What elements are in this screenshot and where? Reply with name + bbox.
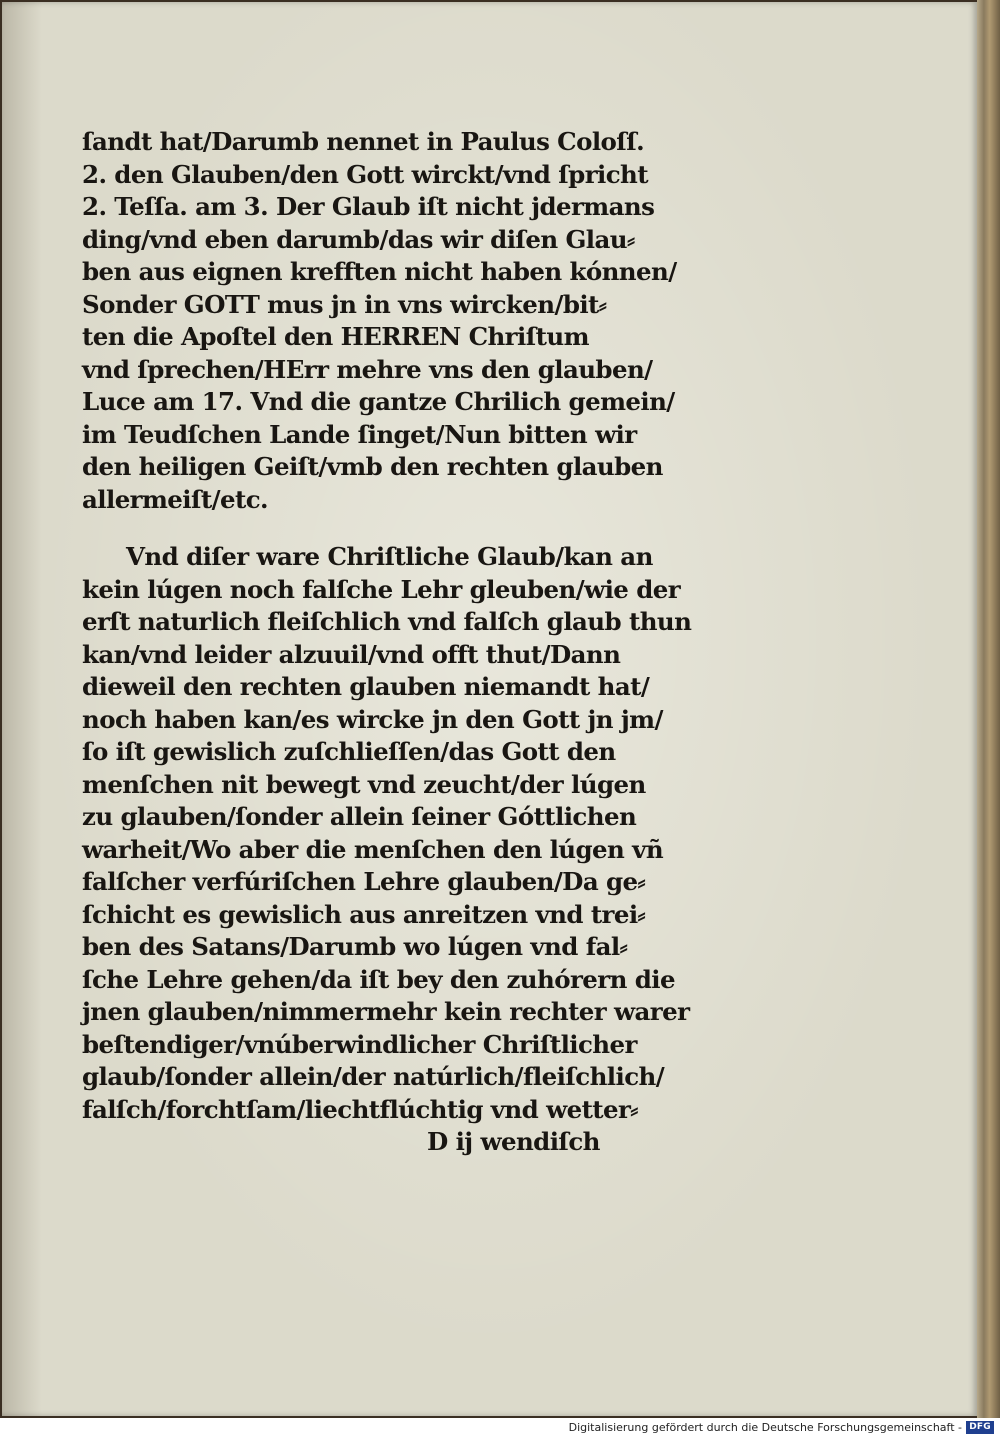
text-line: ben des Satans/Darumb wo lúgen vnd fal⸗	[82, 932, 628, 961]
text-line: falſcher verfúriſchen Lehre glauben/Da ge⸗	[82, 867, 646, 896]
text-line: kein lúgen noch falſche Lehr gleuben/wie der	[82, 574, 681, 604]
dfg-logo-icon[interactable]: DFG	[966, 1421, 994, 1434]
text-line: Vnd diſer ware Chriſtliche Glaub/kan an	[126, 542, 653, 571]
text-line: ding/vnd eben darumb/das wir diſen Glau⸗	[82, 224, 635, 254]
text-line: kan/vnd leider alzuuil/vnd offt thut/Dann	[82, 639, 621, 669]
text-line: glaub/ſonder allein/der natúrlich/fleiſchlich/	[82, 1062, 665, 1091]
text-line: vnd ſprechen/HErr mehre vns den glauben/	[82, 354, 653, 384]
paragraph-2	[82, 541, 692, 1159]
footer-bar	[0, 1418, 1000, 1437]
text-line: im Teudſchen Lande ſinget/Nun bitten wir	[82, 419, 637, 449]
text-line: Luce am 17. Vnd die gantze Chrilich gemein/	[82, 387, 675, 416]
text-line: ſo iſt gewislich zuſchlieſſen/das Gott den	[82, 737, 616, 766]
text-line: den heiligen Geiſt/vmb den rechten glauben	[82, 452, 663, 481]
text-line: ten die Apoſtel den HERREN Chriſtum	[82, 322, 589, 351]
text-line: 2. den Glauben/den Gott wirckt/vnd ſpricht	[82, 159, 648, 189]
text-line: beſtendiger/vnúberwindlicher Chriſtlicher	[82, 1029, 637, 1059]
text-line: allermeiſt/etc.	[82, 484, 268, 514]
funding-credit: Digitalisierung gefördert durch die Deutsche Forschungsgemeinschaft -	[568, 1421, 962, 1434]
page-edge	[977, 0, 1000, 1418]
text-line: Sonder GOTT mus jn in vns wircken/bit⸗	[82, 289, 607, 319]
text-line: falſch/forchtſam/liechtflúchtig vnd wetter⸗	[82, 1094, 638, 1124]
signature-catchword-line: D ij wendiſch	[427, 1127, 600, 1156]
text-line: jnen glauben/nimmermehr kein rechter warer	[82, 997, 690, 1026]
text-line: zu glauben/ſonder allein ſeiner Góttlichen	[82, 802, 637, 831]
text-line: warheit/Wo aber die menſchen den lúgen vñ	[82, 834, 664, 864]
text-line: menſchen nit bewegt vnd zeucht/der lúgen	[82, 769, 646, 799]
text-line: ſchicht es gewislich aus anreitzen vnd trei⸗	[82, 899, 646, 929]
paragraph-1	[82, 126, 677, 516]
text-line: erſt naturlich fleiſchlich vnd falſch glaub thun	[82, 607, 692, 636]
text-line: ben aus eignen krefften nicht haben kónnen/	[82, 257, 677, 286]
text-line: 2. Teſſa. am 3. Der Glaub iſt nicht jdermans	[82, 192, 655, 221]
text-line: ſandt hat/Darumb nennet in Paulus Coloſſ.	[82, 127, 645, 156]
text-line: noch haben kan/es wircke jn den Gott jn jm/	[82, 704, 663, 734]
text-line: ſche Lehre gehen/da iſt bey den zuhórern die	[82, 964, 675, 994]
text-line: dieweil den rechten glauben niemandt hat/	[82, 672, 650, 701]
